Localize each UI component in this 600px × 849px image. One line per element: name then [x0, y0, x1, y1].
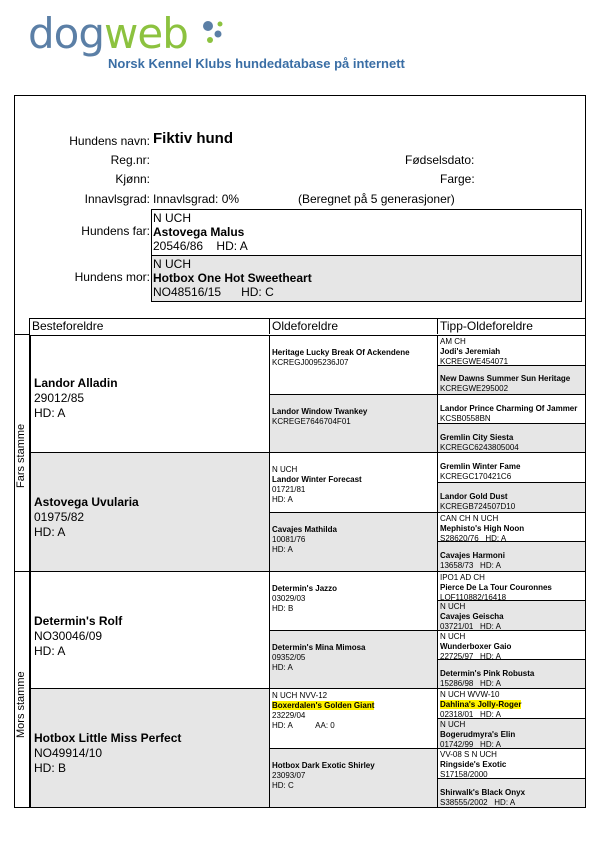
gg-grandparent-12: Determin's Pink Robusta 15286/98 HD: A — [437, 659, 586, 689]
gg-grandparent-5: Gremlin Winter Fame KCREGC170421C6 — [437, 452, 586, 483]
sire-label: Hundens far: — [81, 224, 150, 238]
gg-grandparent-11: N UCH Wunderboxer Gaio 22725/97 HD: A — [437, 630, 586, 660]
logo-wordmark: dogweb — [28, 9, 188, 58]
great-grandparent-4: Cavajes Mathilda 10081/76 HD: A — [269, 512, 438, 572]
great-grandparent-6: Determin's Mina Mimosa 09352/05 HD: A — [269, 630, 438, 689]
birthdate-label: Fødselsdato: — [405, 153, 475, 167]
great-grandparent-8: Hotbox Dark Exotic Shirley 23093/07 HD: C — [269, 748, 438, 808]
col-header-grandparents: Besteforeldre — [29, 318, 269, 334]
gg-grandparent-16: Shirwalk's Black Onyx S38555/2002 HD: A — [437, 778, 586, 808]
gg-grandparent-6: Landor Gold Dust KCREGB724507D10 — [437, 482, 586, 513]
gg-grandparent-14: N UCH Bogerudmyra's Elin 01742/99 HD: A — [437, 718, 586, 749]
great-grandparent-3: N UCH Landor Winter Forecast 01721/81 HD: A — [269, 452, 438, 513]
grandparent-2: Astovega Uvularia 01975/82 HD: A — [30, 452, 270, 572]
grandparent-1: Landor Alladin 29012/85 HD: A — [30, 335, 270, 453]
grandparent-3: Determin's Rolf NO30046/09 HD: A — [30, 571, 270, 689]
inbreeding-label: Innavlsgrad: — [84, 192, 150, 206]
sire-box: N UCH Astovega Malus 20546/86 HD: A — [151, 209, 582, 256]
inbreeding-note: (Beregnet på 5 generasjoner) — [298, 192, 455, 206]
gg-grandparent-2: New Dawns Summer Sun Heritage KCREGWE295002 — [437, 365, 586, 395]
col-header-great-great-grandparents: Tipp-Oldeforeldre — [437, 318, 586, 334]
dog-name: Fiktiv hund — [153, 130, 233, 147]
gg-grandparent-13: N UCH WVW-10 Dahlina's Jolly-Roger 02318/01 HD: A — [437, 688, 586, 719]
great-grandparent-2: Landor Window Twankey KCREGE7646704F01 — [269, 394, 438, 453]
gg-grandparent-9: IPO1 AD CH Pierce De La Tour Couronnes LOF110882/16418 — [437, 571, 586, 601]
great-grandparent-1: Heritage Lucky Break Of Ackendene KCREGJ0095236J07 — [269, 335, 438, 395]
fars-stamme-label: Fars stamme — [15, 423, 27, 488]
gg-grandparent-15: VV-08 S N UCH Ringside's Exotic S17158/2000 — [437, 748, 586, 779]
pedigree-table — [14, 318, 586, 808]
dogweb-logo — [28, 9, 448, 72]
grandparent-4: Hotbox Little Miss Perfect NO49914/10 HD: B — [30, 688, 270, 808]
sex-label: Kjønn: — [115, 172, 150, 186]
dam-box: N UCH Hotbox One Hot Sweetheart NO48516/15 HD: C — [151, 255, 582, 302]
gg-grandparent-4: Gremlin City Siesta KCREGC6243805004 — [437, 423, 586, 453]
gg-grandparent-7: CAN CH N UCH Mephisto's High Noon S28620/76 HD: A — [437, 512, 586, 542]
inbreeding-value: Innavlsgrad: 0% — [153, 192, 240, 206]
dam-label: Hundens mor: — [74, 270, 150, 284]
color-label: Farge: — [440, 172, 475, 186]
gg-grandparent-10: N UCH Cavajes Geischa 03721/01 HD: A — [437, 600, 586, 631]
col-header-great-grandparents: Oldeforeldre — [269, 318, 437, 334]
gg-grandparent-3: Landor Prince Charming Of Jammer KCSB0558BN — [437, 394, 586, 424]
gg-grandparent-8: Cavajes Harmoni 13658/73 HD: A — [437, 541, 586, 572]
logo-dots-icon — [200, 18, 240, 52]
gg-grandparent-1: AM CH Jodi's Jeremiah KCREGWE454071 — [437, 335, 586, 366]
great-grandparent-5: Determin's Jazzo 03029/03 HD: B — [269, 571, 438, 631]
side-divider — [14, 571, 30, 572]
name-label: Hundens navn: — [69, 134, 150, 148]
mors-stamme-label: Mors stamme — [15, 671, 27, 738]
regnr-label: Reg.nr: — [110, 153, 150, 167]
great-grandparent-7: N UCH NVV-12 Boxerdalen's Golden Giant 23229/04 HD: A AA: 0 — [269, 688, 438, 749]
logo-subtitle: Norsk Kennel Klubs hundedatabase på internett — [108, 56, 405, 71]
